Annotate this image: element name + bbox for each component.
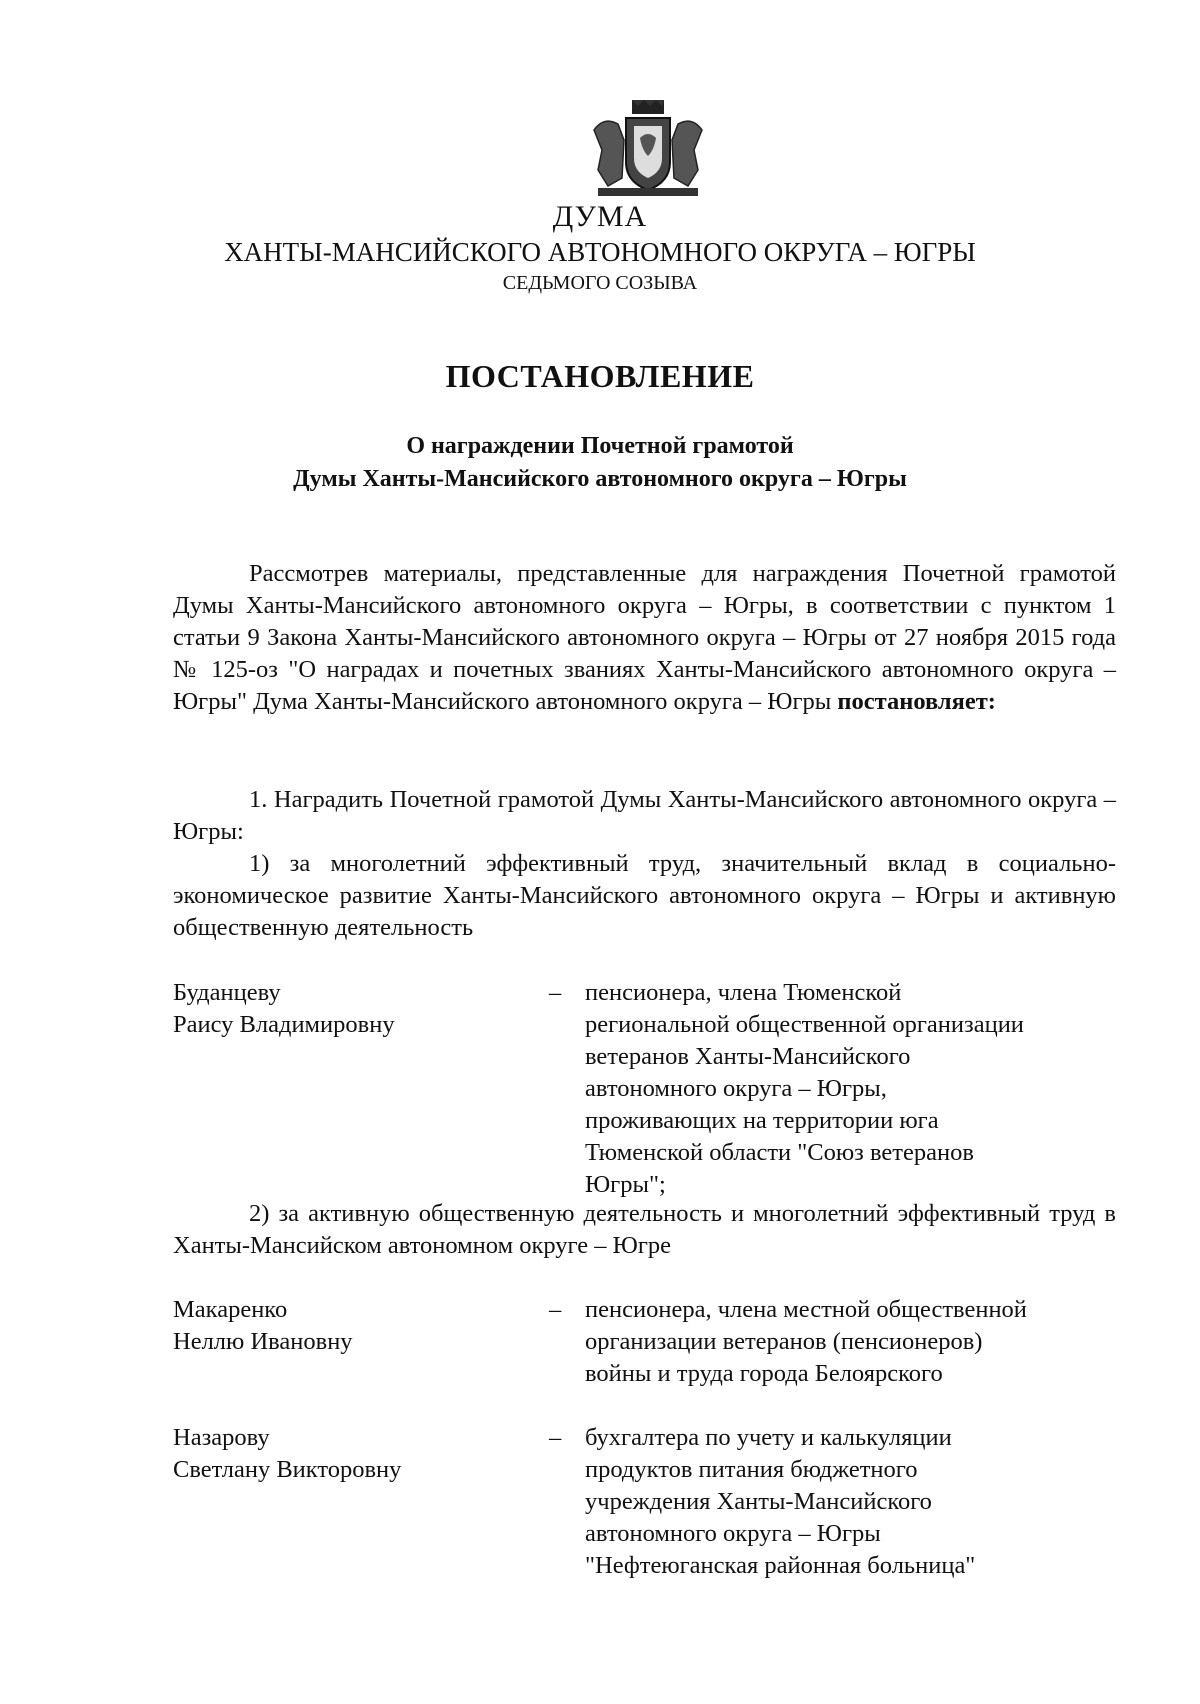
item-1-2: 2) за активную общественную деятельность и многолетний эффективный труд в Ханты-Мансийском автономном округе – Югре (173, 1200, 1116, 1259)
awardee-name: Макаренко Неллю Ивановну (173, 1296, 353, 1355)
item-1-1: 1) за многолетний эффективный труд, значительный вклад в социально-экономическое развитие Ханты-Мансийского автономного округа – Югры и активную общественную деятельность (173, 850, 1116, 941)
subject-line-2: Думы Ханты-Мансийского автономного округа – Югры (293, 466, 907, 492)
dash: – (549, 1424, 562, 1451)
document-subject (0, 430, 1200, 496)
item-1: 1. Наградить Почетной грамотой Думы Ханты-Мансийского автономного округа – Югры: (173, 786, 1116, 845)
subject-line-1: О награждении Почетной грамотой (406, 433, 794, 459)
intro-text: Рассмотрев материалы, представленные для награждения Почетной грамотой Думы Ханты-Мансийского автономного округа – Югры, в соответствии с пунктом 1 статьи 9 Закона Ханты-Мансийского автономного округа – Югры от 27 ноября 2015 года № 125-оз "О наградах и почетных званиях Ханты-Мансийского автономного округа – Югры" Дума Ханты-Мансийского автономного округа – Югры (173, 560, 1116, 715)
awardee-name: Назарову Светлану Викторовну (173, 1424, 402, 1483)
convocation: СЕДЬМОГО СОЗЫВА (502, 272, 698, 294)
awardee-description: пенсионера, члена Тюменской региональной общественной организации ветеранов Ханты-Мансийского автономного округа – Югры, проживающих на территории юга Тюменской области "Союз ветеранов Югры"; (585, 979, 1024, 1198)
awardee-description: пенсионера, члена местной общественной организации ветеранов (пенсионеров) войны и труда города Белоярского (585, 1296, 1027, 1387)
decree-word: постановляет: (837, 688, 996, 715)
awardee-name: Буданцеву Раису Владимировну (173, 979, 395, 1038)
intro-paragraph (173, 558, 1116, 718)
document-type: ПОСТАНОВЛЕНИЕ (445, 358, 755, 394)
coat-of-arms-icon (588, 100, 708, 200)
awardee-description: бухгалтера по учету и калькуляции продуктов питания бюджетного учреждения Ханты-Мансийского автономного округа – Югры "Нефтеюганская районная больница" (585, 1424, 976, 1579)
dash: – (549, 1296, 562, 1323)
dash: – (549, 979, 562, 1006)
organization-region: ХАНТЫ-МАНСИЙСКОГО АВТОНОМНОГО ОКРУГА – ЮГРЫ (224, 237, 976, 267)
organization-title: ДУМА (552, 200, 648, 233)
